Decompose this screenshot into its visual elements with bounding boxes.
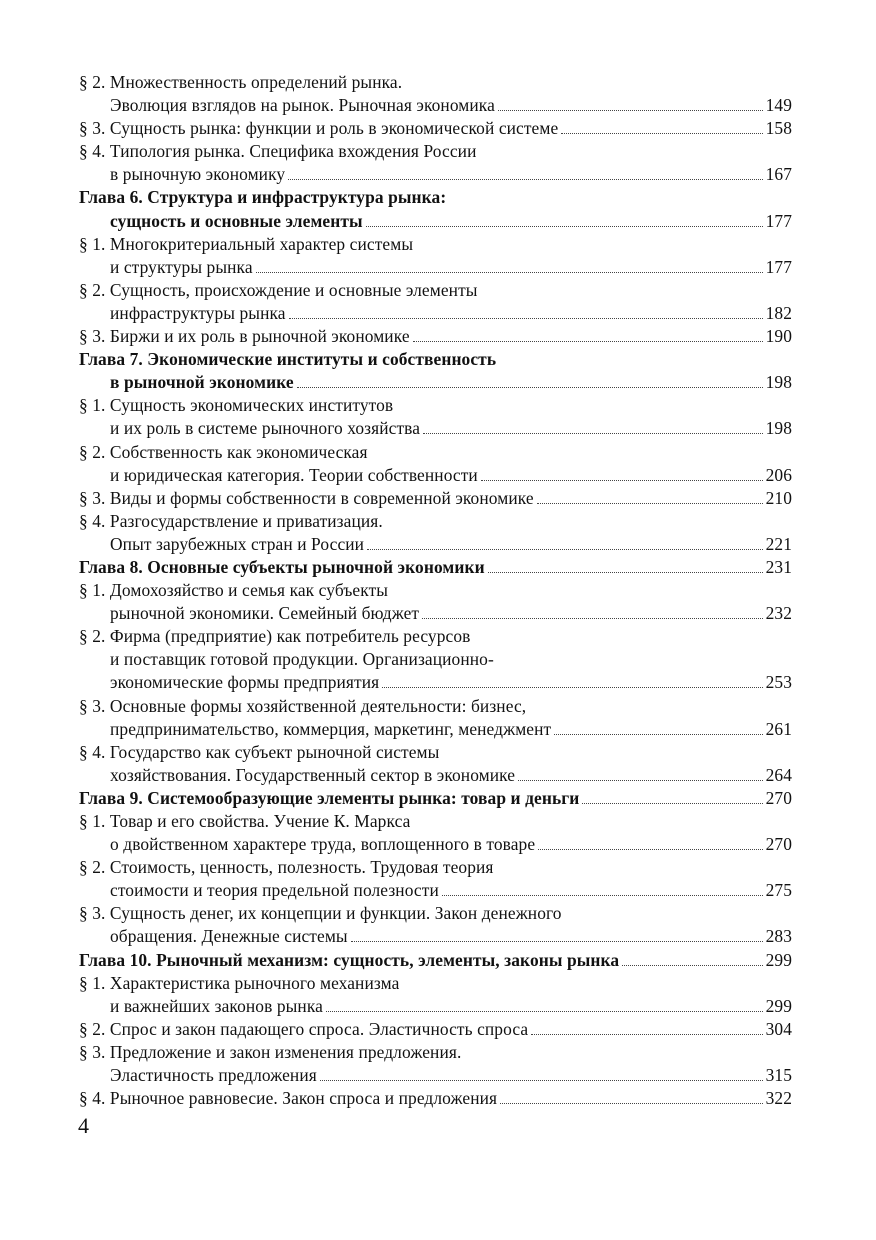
dot-leader	[423, 428, 763, 434]
toc-section-line	[79, 625, 792, 648]
toc-section-line	[79, 718, 792, 741]
toc-page-number: 299	[765, 949, 792, 970]
toc-entry-title: § 3. Виды и формы собственности в современной экономике	[79, 487, 534, 508]
toc-page-number: 206	[765, 464, 792, 485]
toc-entry-title: § 3. Сущность рынка: функции и роль в экономической системе	[79, 118, 559, 139]
dot-leader	[297, 382, 763, 388]
toc-entry-title: рыночной экономики. Семейный бюджет	[110, 603, 420, 624]
toc-page-number: 315	[765, 1065, 792, 1086]
toc-page-number: 190	[765, 326, 792, 347]
toc-section-line	[79, 94, 792, 117]
toc-entry-title: § 4. Государство как субъект рыночной системы	[79, 741, 440, 762]
toc-section-line	[79, 879, 792, 902]
toc-page-number: 149	[765, 95, 792, 116]
toc-entry-title: § 3. Предложение и закон изменения предложения.	[79, 1041, 462, 1062]
toc-section-line	[79, 325, 792, 348]
toc-entry-title: инфраструктуры рынка	[110, 302, 286, 323]
toc-section-line	[79, 671, 792, 694]
toc-section-line	[79, 533, 792, 556]
toc-section-line	[79, 279, 792, 302]
toc-section-line	[79, 487, 792, 510]
toc-page-number: 210	[765, 487, 792, 508]
toc-entry-title: § 4. Типология рынка. Специфика вхождения России	[79, 141, 477, 162]
dot-leader	[481, 475, 763, 481]
toc-entry-title: § 1. Сущность экономических институтов	[79, 395, 394, 416]
toc-section-line	[79, 833, 792, 856]
dot-leader	[518, 775, 763, 781]
toc-page-number: 264	[765, 764, 792, 785]
toc-section-line	[79, 233, 792, 256]
dot-leader	[351, 936, 763, 942]
dot-leader	[622, 960, 762, 966]
toc-entry-title: Глава 7. Экономические институты и собственность	[79, 349, 497, 370]
toc-section-line	[79, 995, 792, 1018]
dot-leader	[537, 498, 763, 504]
toc-chapter-line	[79, 186, 792, 209]
dot-leader	[498, 105, 763, 111]
toc-entry-title: экономические формы предприятия	[110, 672, 380, 693]
toc-page-number: 177	[765, 210, 792, 231]
toc-entry-title: хозяйствования. Государственный сектор в экономике	[110, 764, 516, 785]
toc-entry-title: § 4. Разгосударствление и приватизация.	[79, 510, 383, 531]
toc-entry-title: о двойственном характере труда, воплощенного в товаре	[110, 834, 536, 855]
toc-chapter-line	[79, 556, 792, 579]
toc-chapter-line	[79, 787, 792, 810]
dot-leader	[256, 267, 763, 273]
dot-leader	[422, 613, 763, 619]
toc-section-line	[79, 579, 792, 602]
dot-leader	[326, 1006, 763, 1012]
toc-page-number: 231	[765, 556, 792, 577]
dot-leader	[366, 221, 763, 227]
toc-chapter-line	[79, 210, 792, 233]
toc-chapter-line	[79, 949, 792, 972]
dot-leader	[538, 844, 762, 850]
toc-entry-title: и важнейших законов рынка	[110, 995, 323, 1016]
toc-section-line	[79, 902, 792, 925]
toc-chapter-line	[79, 371, 792, 394]
toc-entry-title: в рыночную экономику	[110, 164, 286, 185]
toc-entry-title: § 2. Спрос и закон падающего спроса. Эластичность спроса	[79, 1018, 529, 1039]
toc-section-line	[79, 302, 792, 325]
dot-leader	[289, 313, 763, 319]
toc-section-line	[79, 741, 792, 764]
toc-entry-title: § 1. Многокритериальный характер системы	[79, 233, 414, 254]
toc-entry-title: Глава 8. Основные субъекты рыночной экономики	[79, 556, 485, 577]
toc-page-number: 198	[765, 372, 792, 393]
toc-entry-title: и юридическая категория. Теории собственности	[110, 464, 478, 485]
dot-leader	[488, 567, 763, 573]
toc-entry-title: § 2. Собственность как экономическая	[79, 441, 368, 462]
toc-entry-title: обращения. Денежные системы	[110, 926, 348, 947]
toc-entry-title: § 3. Биржи и их роль в рыночной экономике	[79, 326, 410, 347]
dot-leader	[531, 1029, 762, 1035]
toc-page-number: 167	[765, 164, 792, 185]
toc-section-line	[79, 695, 792, 718]
dot-leader	[367, 544, 763, 550]
dot-leader	[413, 336, 763, 342]
dot-leader	[288, 174, 762, 180]
toc-entry-title: Глава 10. Рыночный механизм: сущность, элементы, законы рынка	[79, 949, 620, 970]
toc-section-line	[79, 1018, 792, 1041]
toc-entry-title: сущность и основные элементы	[110, 210, 363, 231]
toc-section-line	[79, 764, 792, 787]
toc-entry-title: § 2. Фирма (предприятие) как потребитель ресурсов	[79, 626, 471, 647]
toc-entry-title: предпринимательство, коммерция, маркетинг, менеджмент	[110, 718, 552, 739]
toc-page-number: 232	[765, 603, 792, 624]
toc-section-line	[79, 510, 792, 533]
toc-page-number: 270	[765, 834, 792, 855]
toc-entry-title: § 3. Сущность денег, их концепции и функции. Закон денежного	[79, 903, 562, 924]
dot-leader	[442, 890, 763, 896]
toc-section-line	[79, 810, 792, 833]
toc-entry-title: Опыт зарубежных стран и России	[110, 533, 365, 554]
dot-leader	[382, 682, 762, 688]
toc-entry-title: стоимости и теория предельной полезности	[110, 880, 439, 901]
toc-entry-title: § 1. Характеристика рыночного механизма	[79, 972, 400, 993]
toc-entry-title: § 2. Стоимость, ценность, полезность. Трудовая теория	[79, 857, 494, 878]
toc-entry-title: § 3. Основные формы хозяйственной деятельности: бизнес,	[79, 695, 527, 716]
toc-section-line	[79, 417, 792, 440]
dot-leader	[500, 1098, 762, 1104]
toc-section-line	[79, 464, 792, 487]
toc-section-line	[79, 856, 792, 879]
page-number: 4	[78, 1113, 89, 1138]
dot-leader	[320, 1075, 763, 1081]
dot-leader	[582, 798, 762, 804]
toc-page-number: 270	[765, 787, 792, 808]
toc-section-line	[79, 1087, 792, 1110]
toc-section-line	[79, 163, 792, 186]
toc-entry-title: и структуры рынка	[110, 256, 253, 277]
toc-page-number: 198	[765, 418, 792, 439]
toc-entry-title: Эластичность предложения	[110, 1065, 317, 1086]
toc-page-number: 304	[765, 1018, 792, 1039]
table-of-contents	[79, 71, 792, 1110]
toc-section-line	[79, 972, 792, 995]
toc-page-number: 253	[765, 672, 792, 693]
toc-section-line	[79, 1041, 792, 1064]
toc-section-line	[79, 394, 792, 417]
toc-page-number: 275	[765, 880, 792, 901]
toc-section-line	[79, 925, 792, 948]
toc-entry-title: Эволюция взглядов на рынок. Рыночная экономика	[110, 95, 495, 116]
toc-page-number: 177	[765, 256, 792, 277]
toc-entry-title: § 2. Сущность, происхождение и основные элементы	[79, 279, 478, 300]
toc-section-line	[79, 256, 792, 279]
toc-entry-title: § 4. Рыночное равновесие. Закон спроса и предложения	[79, 1088, 498, 1109]
toc-page-number: 221	[765, 533, 792, 554]
toc-section-line	[79, 117, 792, 140]
toc-entry-title: и их роль в системе рыночного хозяйства	[110, 418, 421, 439]
toc-entry-title: § 1. Домохозяйство и семья как субъекты	[79, 580, 389, 601]
toc-entry-title: § 2. Множественность определений рынка.	[79, 72, 403, 92]
toc-chapter-line	[79, 348, 792, 371]
toc-entry-title: в рыночной экономике	[110, 372, 294, 393]
toc-entry-title: § 1. Товар и его свойства. Учение К. Маркса	[79, 811, 411, 831]
dot-leader	[561, 128, 762, 134]
toc-section-line	[79, 602, 792, 625]
toc-section-line	[79, 1064, 792, 1087]
toc-page-number: 283	[765, 926, 792, 947]
dot-leader	[554, 729, 762, 735]
toc-page-number: 158	[765, 118, 792, 139]
toc-section-line	[79, 648, 792, 671]
toc-section-line	[79, 140, 792, 163]
toc-section-line	[79, 71, 792, 94]
toc-page-number: 182	[765, 302, 792, 323]
toc-page-number: 299	[765, 995, 792, 1016]
toc-entry-title: и поставщик готовой продукции. Организационно-	[110, 649, 494, 670]
toc-page-number: 261	[765, 718, 792, 739]
toc-page-number: 322	[765, 1088, 792, 1109]
toc-section-line	[79, 441, 792, 464]
toc-entry-title: Глава 9. Системообразующие элементы рынка: товар и деньги	[79, 787, 580, 808]
toc-entry-title: Глава 6. Структура и инфраструктура рынка:	[79, 187, 447, 208]
